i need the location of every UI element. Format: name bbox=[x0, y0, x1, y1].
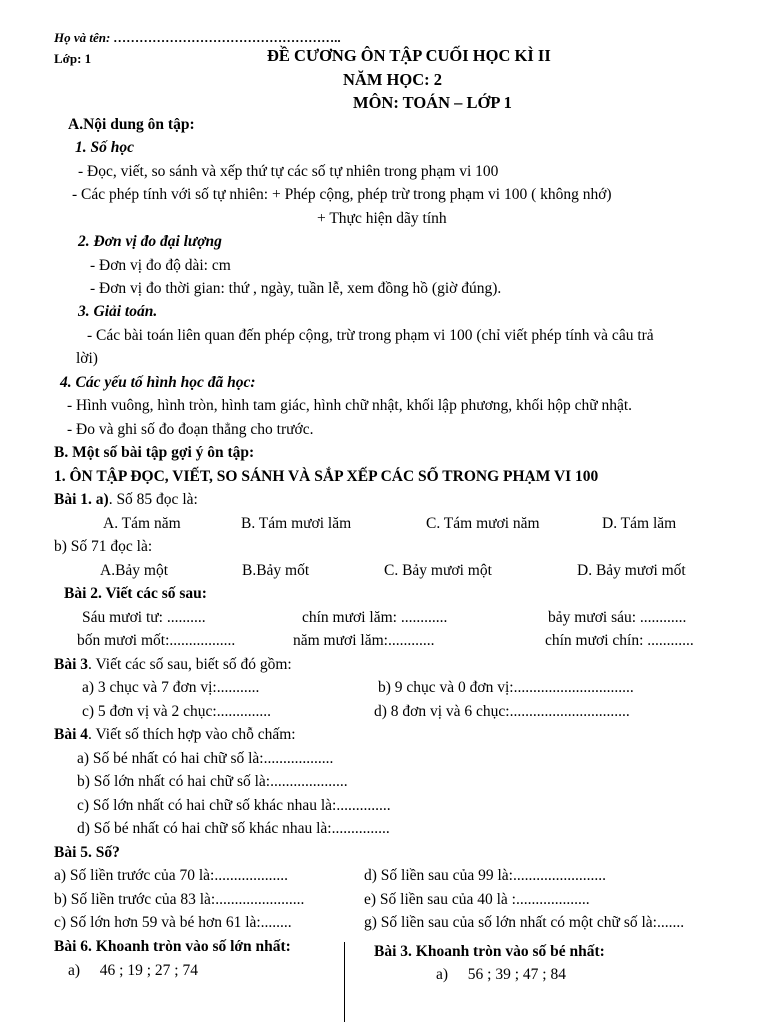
exercise-6-item-a bbox=[68, 961, 198, 981]
exercise-6-item-a-label: a) bbox=[68, 962, 81, 979]
section-2-title: 2. Đơn vị đo đại lượng bbox=[78, 233, 222, 250]
exercise-2-heading: Bài 2. Viết các số sau: bbox=[64, 585, 207, 602]
exercise-1-question-a bbox=[54, 490, 198, 510]
exercise-3-item: c) 5 đơn vị và 2 chục:.............. bbox=[82, 703, 271, 720]
exercise-1-question-b: b) Số 71 đọc là: bbox=[54, 538, 153, 555]
exercise-4-item: a) Số bé nhất có hai chữ số là:.................. bbox=[77, 750, 334, 767]
exercise-4-item: c) Số lớn nhất có hai chữ số khác nhau là:.............. bbox=[77, 797, 391, 814]
exercise-3-item: d) 8 đơn vị và 6 chục:............................... bbox=[374, 703, 630, 720]
exercise-1-prompt-a: . Số 85 đọc là: bbox=[108, 491, 198, 508]
exercise-1-option: C. Bảy mươi một bbox=[384, 562, 492, 579]
exercise-2-item: chín mươi chín: ............ bbox=[545, 632, 694, 649]
exercise-4-heading bbox=[54, 725, 296, 745]
part-b-heading: B. Một số bài tập gợi ý ôn tập: bbox=[54, 444, 255, 461]
exercise-3b-item-a-label: a) bbox=[436, 966, 449, 983]
section-4-line-2: - Đo và ghi số đo đoạn thẳng cho trước. bbox=[67, 421, 314, 438]
section-1-line-3: + Thực hiện dãy tính bbox=[317, 210, 447, 227]
school-year-title: NĂM HỌC: 2 bbox=[343, 70, 442, 89]
document-title: ĐỀ CƯƠNG ÔN TẬP CUỐI HỌC KÌ II bbox=[267, 46, 551, 65]
exercise-5-item: b) Số liền trước của 83 là:....................... bbox=[54, 891, 305, 908]
exercise-1-option: D. Bảy mươi mốt bbox=[577, 562, 686, 579]
exercise-1-option: B.Bảy mốt bbox=[242, 562, 310, 579]
exercise-6-heading: Bài 6. Khoanh tròn vào số lớn nhất: bbox=[54, 938, 291, 955]
exercise-1-option: D. Tám lăm bbox=[602, 515, 677, 532]
exercise-4-item: b) Số lớn nhất có hai chữ số là:.................... bbox=[77, 773, 348, 790]
section-2-line-1: - Đơn vị đo độ dài: cm bbox=[90, 257, 231, 274]
exercise-1-option: B. Tám mươi lăm bbox=[241, 515, 352, 532]
exercise-3b-item-a-values: 56 ; 39 ; 47 ; 84 bbox=[467, 966, 566, 983]
section-4-title: 4. Các yếu tố hình học đã học: bbox=[60, 374, 256, 391]
exercise-1-option: C. Tám mươi năm bbox=[426, 515, 540, 532]
exercise-3-prompt: . Viết các số sau, biết số đó gồm: bbox=[88, 656, 292, 673]
exercise-4-prompt: . Viết số thích hợp vào chỗ chấm: bbox=[88, 726, 296, 743]
exercise-1-label: Bài 1. a) bbox=[54, 491, 109, 508]
class-line: Lớp: 1 bbox=[54, 51, 92, 66]
exercise-5-item: g) Số liền sau của số lớn nhất có một chữ số là:....... bbox=[364, 914, 685, 931]
part-a-heading: A.Nội dung ôn tập: bbox=[68, 116, 195, 133]
exercise-3b-heading: Bài 3. Khoanh tròn vào số bé nhất: bbox=[374, 943, 605, 960]
exercise-5-item: e) Số liền sau của 40 là :................... bbox=[364, 891, 590, 908]
exercise-3b-item-a bbox=[436, 965, 566, 985]
subject-title: MÔN: TOÁN – LỚP 1 bbox=[353, 93, 512, 112]
column-divider bbox=[344, 942, 345, 1022]
exercise-4-item: d) Số bé nhất có hai chữ số khác nhau là:............... bbox=[77, 820, 390, 837]
exercise-5-item: c) Số lớn hơn 59 và bé hơn 61 là:........ bbox=[54, 914, 292, 931]
section-1-line-1: - Đọc, viết, so sánh và xếp thứ tự các số tự nhiên trong phạm vi 100 bbox=[78, 163, 499, 180]
exercise-3-item: a) 3 chục và 7 đơn vị:........... bbox=[82, 679, 260, 696]
exercise-2-item: Sáu mươi tư: .......... bbox=[82, 609, 206, 626]
exercise-5-item: a) Số liền trước của 70 là:................... bbox=[54, 867, 288, 884]
section-1-line-2: - Các phép tính với số tự nhiên: + Phép cộng, phép trừ trong phạm vi 100 ( không nhớ) bbox=[72, 186, 612, 203]
exercise-1-option: A.Bảy một bbox=[100, 562, 169, 579]
exercise-3-heading bbox=[54, 655, 292, 675]
exercise-2-item: bốn mươi mốt:................. bbox=[77, 632, 236, 649]
section-3-title: 3. Giải toán. bbox=[78, 303, 158, 320]
exercise-3-item: b) 9 chục và 0 đơn vị:............................... bbox=[378, 679, 634, 696]
exercise-2-item: bảy mươi sáu: ............ bbox=[548, 609, 687, 626]
exercise-2-item: chín mươi lăm: ............ bbox=[302, 609, 448, 626]
section-2-line-2: - Đơn vị đo thời gian: thứ , ngày, tuần lễ, xem đồng hồ (giờ đúng). bbox=[90, 280, 502, 297]
section-3-line-2: lời) bbox=[76, 350, 98, 367]
exercise-1-option: A. Tám năm bbox=[103, 515, 181, 532]
exercise-2-item: năm mươi lăm:............ bbox=[293, 632, 435, 649]
student-name-line: Họ và tên: …………………………………………….. bbox=[54, 30, 342, 45]
exercise-3-label: Bài 3 bbox=[54, 656, 89, 673]
section-4-line-1: - Hình vuông, hình tròn, hình tam giác, hình chữ nhật, khối lập phương, khối hộp chữ nhật. bbox=[67, 397, 633, 414]
section-3-line-1: - Các bài toán liên quan đến phép cộng, trừ trong phạm vi 100 (chỉ viết phép tính và câu trả bbox=[87, 327, 654, 344]
section-b1-heading: 1. ÔN TẬP ĐỌC, VIẾT, SO SÁNH VÀ SẮP XẾP CÁC SỐ TRONG PHẠM VI 100 bbox=[54, 468, 599, 485]
exercise-5-item: d) Số liền sau của 99 là:........................ bbox=[364, 867, 606, 884]
exercise-4-label: Bài 4 bbox=[54, 726, 89, 743]
exercise-6-item-a-values: 46 ; 19 ; 27 ; 74 bbox=[99, 962, 198, 979]
section-1-title: 1. Số học bbox=[75, 139, 134, 156]
exercise-5-heading: Bài 5. Số? bbox=[54, 844, 120, 861]
